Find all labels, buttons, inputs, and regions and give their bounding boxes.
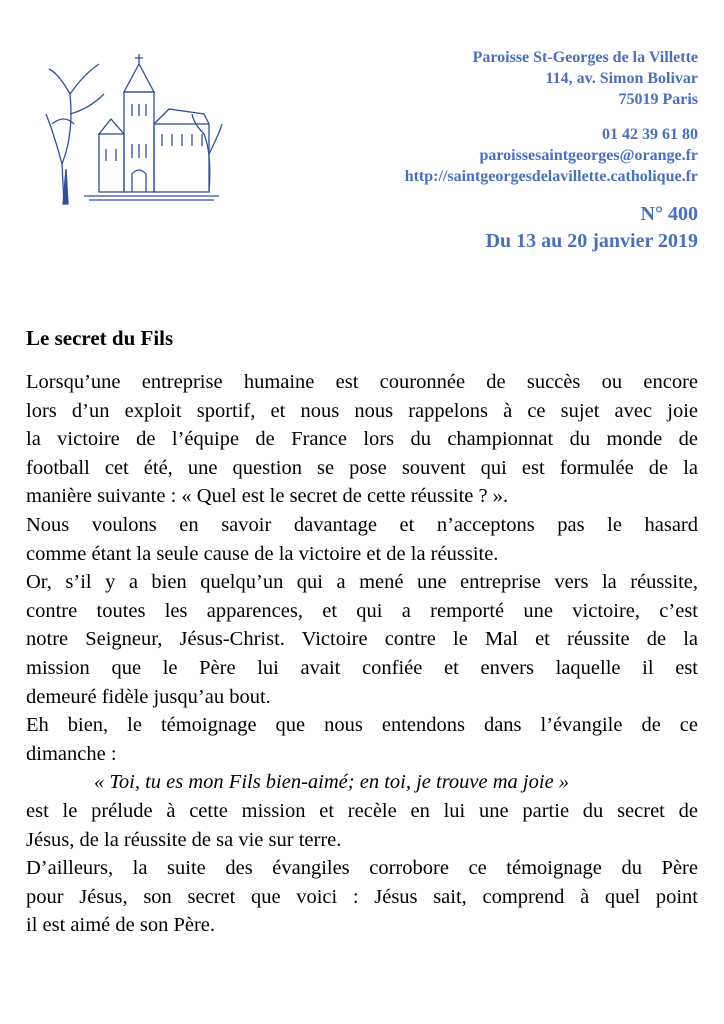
text-line: manière suivante : « Quel est le secret de cette réussite ? ». [26,485,509,508]
text-line: demeuré fidèle jusqu’au bout. [26,685,271,708]
text-line: comme étant la seule cause de la victoire et de la réussite. [26,542,499,565]
text-line: football cet été, une question se pose souvent qui est formulée de la [26,456,698,479]
article-title: Le secret du Fils [26,326,174,350]
parish-name: Paroisse St-Georges de la Villette [472,49,698,66]
issue-dates: Du 13 au 20 janvier 2019 [485,230,698,252]
text-line: il est aimé de son Père. [26,914,216,937]
text-line: mission que le Père lui avait confiée et envers laquelle il est [26,656,698,679]
text-line: Jésus, de la réussite de sa vie sur terre. [26,828,342,851]
text-line: Eh bien, le témoignage que nous entendons dans l’évangile de ce [26,714,698,737]
text-line: D’ailleurs, la suite des évangiles corrobore ce témoignage du Père [26,857,698,880]
text-line: lors d’un exploit sportif, et nous nous rappelons à ce sujet avec joie [26,399,698,422]
parish-city: 75019 Paris [618,91,698,108]
issue-number: N° 400 [640,203,698,225]
parish-phone: 01 42 39 61 80 [602,126,698,143]
text-line: pour Jésus, son secret que voici : Jésus sait, comprend à quel point [26,885,698,908]
article-body [26,368,698,940]
church-logo [44,54,224,206]
gospel-quote: « Toi, tu es mon Fils bien-aimé; en toi, je trouve ma joie » [94,771,570,794]
text-line: la victoire de l’équipe de France lors du championnat du monde de [26,428,698,451]
text-line: Or, s’il y a bien quelqu’un qui a mené une entreprise vers la réussite, [26,571,698,594]
parish-street: 114, av. Simon Bolivar [545,70,698,87]
parish-email[interactable]: paroissesaintgeorges@orange.fr [479,147,698,164]
text-line: Lorsqu’une entreprise humaine est couronnée de succès ou encore [26,371,698,393]
text-line: notre Seigneur, Jésus-Christ. Victoire contre le Mal et réussite de la [26,628,698,651]
text-line: est le prélude à cette mission et recèle en lui une partie du secret de [26,799,698,822]
text-line: contre toutes les apparences, et qui a remporté une victoire, c’est [26,599,698,622]
parish-website[interactable]: http://saintgeorgesdelavillette.catholique.fr [404,168,698,185]
text-line: Nous voulons en savoir davantage et n’acceptons pas le hasard [26,513,698,536]
text-line: dimanche : [26,742,117,765]
